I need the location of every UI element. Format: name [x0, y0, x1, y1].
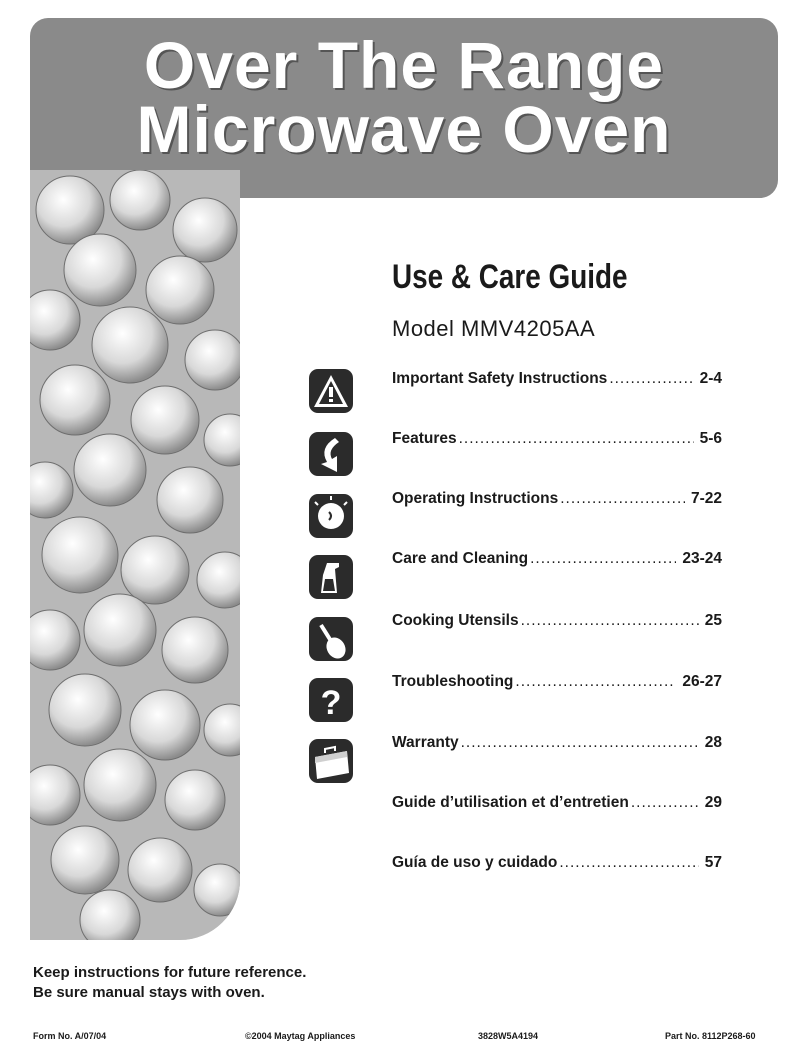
toc-item-french[interactable]	[392, 794, 722, 812]
lightbulb-icon	[307, 492, 355, 540]
toc-item-troubleshooting[interactable]	[392, 673, 722, 691]
title-line-1: Over The Range	[143, 28, 665, 102]
toc-label: Cooking Utensils	[392, 612, 519, 629]
toolbox-icon	[307, 737, 355, 785]
toc-label: Guide d’utilisation et d’entretien	[392, 794, 629, 811]
toc-label: Operating Instructions	[392, 490, 559, 507]
spray-bottle-icon	[307, 553, 355, 601]
title-line-2: Microwave Oven	[136, 92, 672, 166]
document-code: 3828W5A4194	[478, 1031, 539, 1041]
toc-page: 26-27	[682, 673, 722, 690]
toc-item-utensils[interactable]	[392, 612, 722, 630]
toc-page: 23-24	[682, 550, 722, 567]
toc-item-care[interactable]	[392, 550, 722, 568]
copyright: ©2004 Maytag Appliances	[245, 1031, 356, 1041]
toc-item-features[interactable]	[392, 430, 722, 448]
toc-label: Important Safety Instructions	[392, 370, 608, 387]
footer-note-line-1: Keep instructions for future reference.	[33, 964, 307, 981]
warning-icon	[307, 367, 355, 415]
toc-item-warranty[interactable]	[392, 734, 722, 752]
form-number: Form No. A/07/04	[33, 1031, 107, 1041]
toc-item-spanish[interactable]	[392, 854, 722, 872]
toc-item-operating[interactable]	[392, 490, 722, 508]
toc-page: 2-4	[699, 370, 722, 387]
popcorn-illustration	[30, 170, 240, 940]
toc-page: 25	[704, 612, 722, 629]
spoon-icon	[307, 615, 355, 663]
toc-label: Warranty	[392, 734, 459, 751]
footer-note	[33, 963, 306, 1003]
toc-label: Guía de uso y cuidado	[392, 854, 558, 871]
toc-page: 57	[704, 854, 722, 871]
toc-label: Troubleshooting	[392, 673, 514, 690]
toc-page: 29	[704, 794, 722, 811]
toc-label: Care and Cleaning	[392, 550, 529, 567]
arrow-icon	[307, 430, 355, 478]
svg-text:?: ?	[320, 684, 342, 722]
page-title	[30, 28, 778, 166]
footer-note-line-2: Be sure manual stays with oven.	[33, 984, 265, 1001]
toc-page: 28	[704, 734, 722, 751]
toc-item-safety[interactable]	[392, 370, 722, 388]
part-number: Part No. 8112P268-60	[665, 1031, 756, 1041]
toc-label: Features	[392, 430, 457, 447]
popcorn-photo	[30, 170, 240, 940]
guide-title: Use & Care Guide	[392, 258, 628, 296]
toc-page: 5-6	[699, 430, 722, 447]
model-number: Model MMV4205AA	[392, 316, 596, 341]
question-icon	[307, 676, 355, 724]
toc-page: 7-22	[690, 490, 722, 507]
